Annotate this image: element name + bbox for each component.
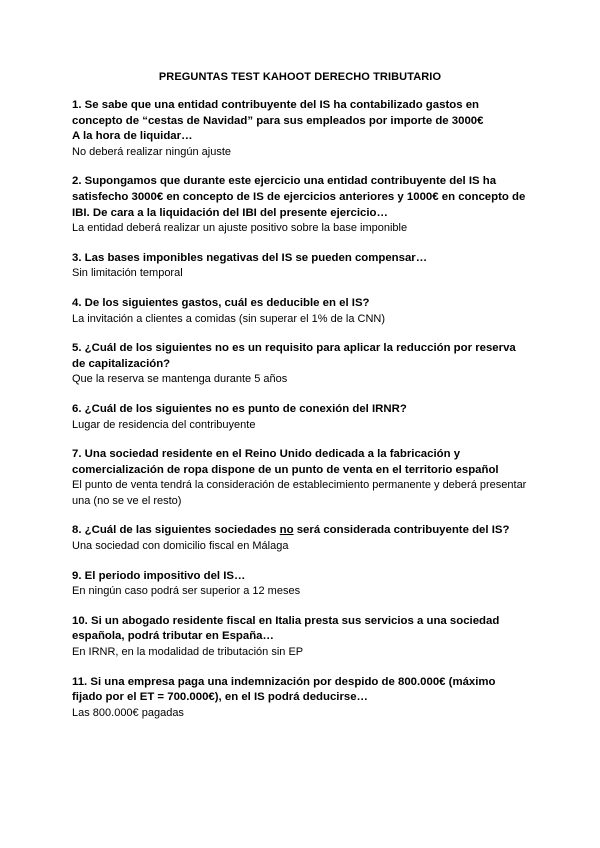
answer-text: Lugar de residencia del contribuyente <box>72 418 256 431</box>
question-text-extra: A la hora de liquidar… <box>72 130 193 143</box>
question-text: 2. Supongamos que durante este ejercicio una entidad contribuyente del IS ha satisfecho 3000€ en concepto de IS de ejercicios anteriores y 1000€ en concepto de IBI. De cara a la liquidación del IBI del presente ejercicio… <box>72 175 526 219</box>
question-block-1 <box>72 98 528 160</box>
question-text-after: será considerada contribuyente del IS? <box>293 524 510 537</box>
question-block-5 <box>72 341 528 388</box>
question-text: 7. Una sociedad residente en el Reino Unido dedicada a la fabricación y comercialización de ropa dispone de un punto de venta en el territorio español <box>72 448 499 476</box>
question-block-9 <box>72 569 528 600</box>
question-text <box>72 523 528 539</box>
question-block-2 <box>72 174 528 236</box>
question-block-4 <box>72 296 528 327</box>
answer-text: La invitación a clientes a comidas (sin superar el 1% de la CNN) <box>72 312 386 325</box>
question-block-11 <box>72 675 528 722</box>
answer-text: La entidad deberá realizar un ajuste positivo sobre la base imponible <box>72 222 408 235</box>
answer-text: Una sociedad con domicilio fiscal en Málaga <box>72 540 289 553</box>
answer-text: En IRNR, en la modalidad de tributación sin EP <box>72 646 304 659</box>
question-text: 9. El periodo impositivo del IS… <box>72 569 246 582</box>
question-text: 3. Las bases imponibles negativas del IS se pueden compensar… <box>72 251 428 264</box>
question-text: 5. ¿Cuál de los siguientes no es un requisito para aplicar la reducción por reserva de capitalización? <box>72 342 516 370</box>
answer-text: El punto de venta tendrá la consideración de establecimiento permanente y deberá presentar una (no se ve el resto) <box>72 479 527 507</box>
question-text: 11. Si una empresa paga una indemnización por despido de 800.000€ (máximo fijado por el ET = 700.000€), en el IS podrá deducirse… <box>72 675 496 704</box>
answer-text: Sin limitación temporal <box>72 267 183 280</box>
answer-text: No deberá realizar ningún ajuste <box>72 145 231 158</box>
question-block-3 <box>72 251 528 282</box>
question-block-7 <box>72 447 528 509</box>
question-block-6 <box>72 402 528 433</box>
question-text: 10. Si un abogado residente fiscal en Italia presta sus servicios a una sociedad española, podrá tributar en España… <box>72 614 500 643</box>
answer-text: Que la reserva se mantenga durante 5 años <box>72 373 288 386</box>
question-text-underlined: no <box>279 524 294 537</box>
answer-text: Las 800.000€ pagadas <box>72 706 184 719</box>
document-title: PREGUNTAS TEST KAHOOT DERECHO TRIBUTARIO <box>158 71 442 83</box>
question-text: 1. Se sabe que una entidad contribuyente del IS ha contabilizado gastos en concepto de “cestas de Navidad” para sus empleados por importe de 3000€ <box>72 99 484 127</box>
answer-text: En ningún caso podrá ser superior a 12 meses <box>72 585 301 598</box>
question-text: 6. ¿Cuál de los siguientes no es punto de conexión del IRNR? <box>72 402 407 415</box>
question-block-10 <box>72 614 528 661</box>
question-text: 4. De los siguientes gastos, cuál es deducible en el IS? <box>72 296 370 309</box>
question-text-before: 8. ¿Cuál de las siguientes sociedades <box>72 524 280 537</box>
question-block-8 <box>72 523 528 554</box>
